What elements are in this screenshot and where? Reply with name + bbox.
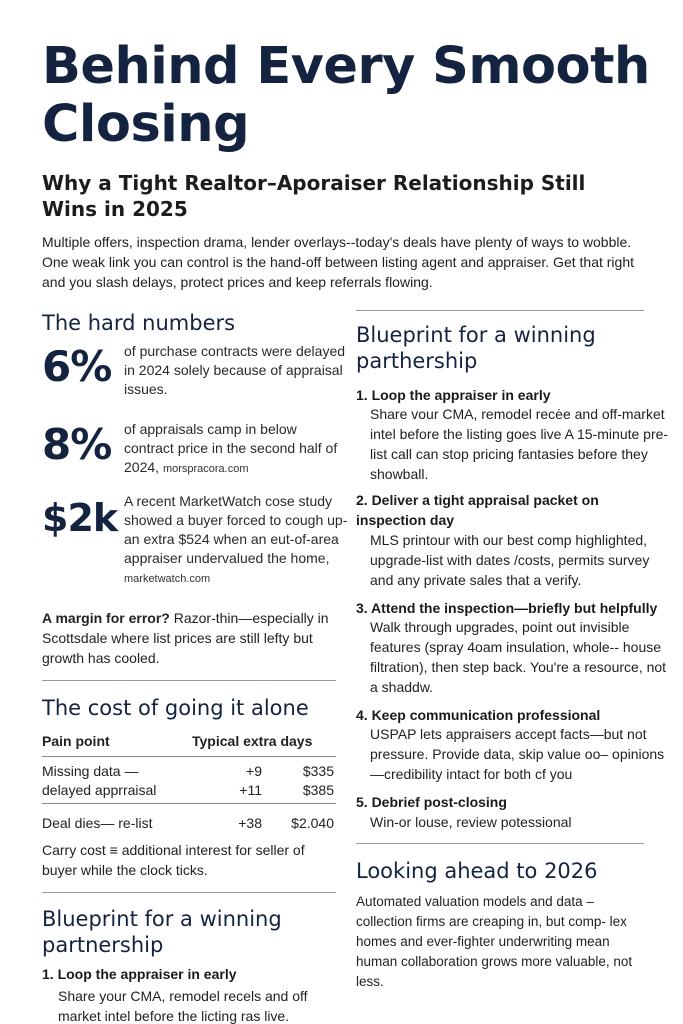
stat-value: 8% <box>42 420 112 469</box>
column-header: Pain point <box>42 733 110 749</box>
carry-cost-note: Carry cost ≡ additional interest for seller of buyer while the clock ticks. <box>42 842 305 878</box>
margin-note: A margin for error? Razor-thin—especially in Scottsdale where list prices are still lefty but growth has cooled. <box>42 610 329 666</box>
step-desc: Share vour CMA, remodel recėe and off-market intel before the listing goes live A 15-minute pre-list call can stop pricing fantasies before they showball. <box>370 406 669 482</box>
table-row: Missing data — +9 $335 <box>42 763 334 779</box>
step-desc: Walk through upgrades, point out invisible features (spray 4oam insulation, whole-- house filtration), then step back. You're a resource, not a shaddw. <box>370 619 667 695</box>
blueprint-heading: Blueprint for a winning parthership <box>356 323 596 373</box>
stat-source: morspracora.com <box>162 463 249 475</box>
step-title: 1. Loop the appraiser in early <box>356 387 551 403</box>
step-desc: Win-or louse, review potessional <box>370 814 572 830</box>
hard-numbers-heading: The hard numbers <box>42 311 236 335</box>
column-header: Typical extra days <box>192 733 313 749</box>
step-desc: MLS printour with our best comp highlighted, upgrade-list with dates /costs, permits survey and any private sales that a verify. <box>370 532 650 588</box>
table-rule <box>42 756 336 757</box>
table-header-row <box>42 733 336 752</box>
table-rule <box>42 803 336 804</box>
stat-block-1 <box>42 342 346 402</box>
stat-block-2 <box>42 420 342 482</box>
stat-description: of purchase contracts were delayed in 2024 solely because of appraisal issues. <box>124 343 346 397</box>
table-row: Deal dies— re-list +38 $2.040 <box>42 815 334 831</box>
looking-ahead-text: Automated valuation models and data – collection firms are creaping in, but comp- lex homes and ever-fighter underwriting mean human collaboration grows more valuable, not less. <box>356 894 633 989</box>
cost-table <box>42 733 336 834</box>
intro-paragraph: Multiple offers, inspection drama, lender overlays--today's deals have plenty of ways to wobble. One weak link you can control is the hand-off between listing agent and appraiser. Get that right and you slash delays, protect prices and keep referrals flowing. <box>42 234 634 290</box>
stat-description: of appraisals camp in below contract price in the second half of 2024, morspracora.com <box>124 421 338 475</box>
divider <box>42 680 336 681</box>
stat-block-3 <box>42 492 348 592</box>
page-subtitle: Why a Tight Realtor–Aporaiser Relationship Still Wins in 2025 <box>42 171 586 221</box>
margin-note-bold: A margin for error? <box>42 610 170 626</box>
stat-source: marketwatch.com <box>124 573 211 585</box>
divider <box>356 843 644 844</box>
stat-description: A recent MarketWatch cose study showed a buyer forced to cough up-an extra $524 when an eut-of-area appraiser undervalued the home, marketwatch.com <box>124 493 348 585</box>
cost-heading: The cost of going it alone <box>42 696 309 720</box>
blueprint-item-title: 1. Loop the appraiser in early <box>42 966 237 982</box>
stat-value: 6% <box>42 342 112 391</box>
step-title: 2. Deliver a tight appraisal packet on inspection day <box>356 492 599 528</box>
blueprint-bottom-heading: Blueprint for a winning partnership <box>42 907 282 957</box>
step-title: 5. Debrief post-closing <box>356 794 507 810</box>
blueprint-item-desc: Share your CMA, remodel recels and off market intel before the licting ras live. <box>58 988 308 1024</box>
table-row: delayed apprraisal +11 $385 <box>42 782 334 798</box>
divider <box>356 310 644 311</box>
divider <box>42 892 336 893</box>
step-title: 4. Keep communication professional <box>356 707 601 723</box>
step-desc: USPAP lets appraisers accept facts—but not pressure. Provide data, skip value oo– opinions—credibility intact for both cf you <box>370 726 665 782</box>
stat-value: $2k <box>42 496 118 540</box>
page-title: Behind Every Smooth Closing <box>42 37 650 154</box>
step-title: 3. Attend the inspection—briefly but helpfully <box>356 600 658 616</box>
looking-ahead-heading: Looking ahead to 2026 <box>356 859 598 883</box>
